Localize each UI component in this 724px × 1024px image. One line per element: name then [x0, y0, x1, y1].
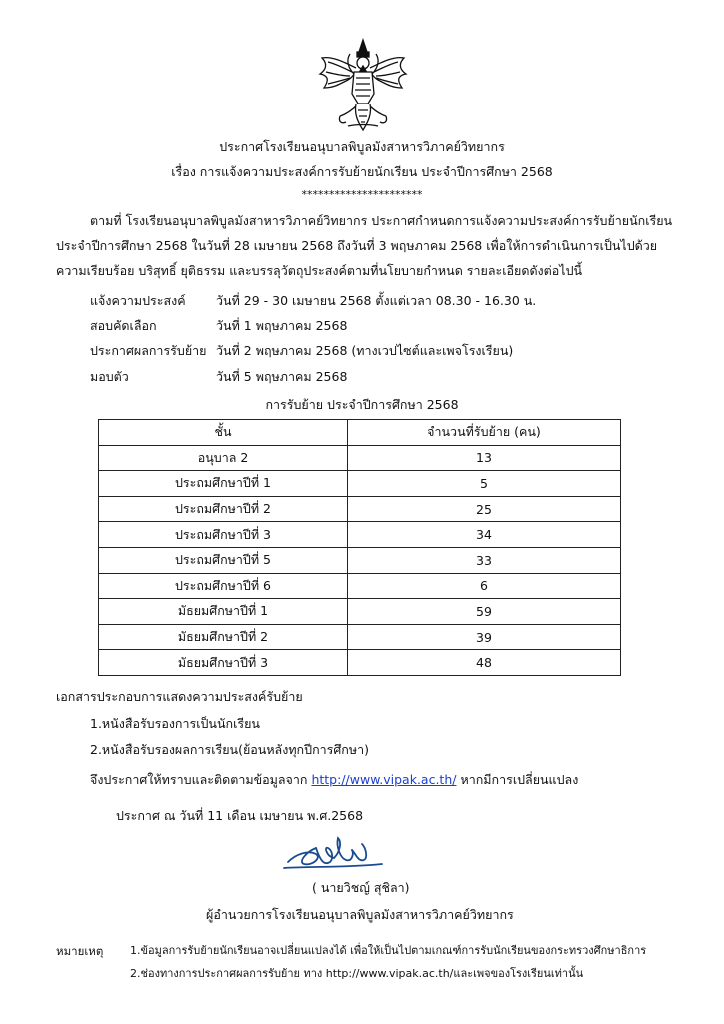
remarks-label: หมายเหตุ: [56, 944, 104, 958]
intro-line-3: ความเรียบร้อย บริสุทธิ์ ยุติธรรม และบรรลุวัตถุประสงค์ตามที่นโยบายกำหนด รายละเอียดดังต่อไปนี้: [56, 263, 583, 278]
school-website-link[interactable]: http://www.vipak.ac.th/: [311, 772, 457, 787]
document-item: 1.หนังสือรับรองการเป็นนักเรียน: [90, 716, 260, 731]
schedule-value-report: วันที่ 5 พฤษภาคม 2568: [216, 369, 348, 384]
cell-count: 33: [348, 547, 621, 573]
remark-item: 2.ช่องทางการประกาศผลการรับย้าย ทาง http://www.vipak.ac.th/และเพจของโรงเรียนเท่านั้น: [130, 967, 584, 980]
header-grade: ชั้น: [99, 420, 348, 446]
intro-line-1: ตามที่ โรงเรียนอนุบาลพิบูลมังสาหารวิภาคย์วิทยากร ประกาศกำหนดการแจ้งความประสงค์การรับย้ายนักเรียน: [90, 213, 673, 228]
table-row: [99, 522, 621, 548]
transfer-quota-table: [98, 419, 621, 676]
table-caption: การรับย้าย ประจำปีการศึกษา 2568: [265, 397, 459, 412]
announcement-title: ประกาศโรงเรียนอนุบาลพิบูลมังสาหารวิภาคย์วิทยากร: [219, 139, 505, 154]
cell-grade: มัธยมศึกษาปีที่ 2: [99, 624, 348, 650]
intro-line-2: ประจำปีการศึกษา 2568 ในวันที่ 28 เมษายน 2568 ถึงวันที่ 3 พฤษภาคม 2568 เพื่อให้การดำเนินการเป็นไปด้วย: [56, 238, 658, 253]
documents-heading: เอกสารประกอบการแสดงความประสงค์รับย้าย: [56, 689, 303, 704]
table-row: [99, 599, 621, 625]
cell-count: 13: [348, 445, 621, 471]
cell-grade: มัธยมศึกษาปีที่ 3: [99, 650, 348, 676]
schedule-label-result: ประกาศผลการรับย้าย: [90, 343, 207, 358]
table-row: [99, 471, 621, 497]
cell-count: 48: [348, 650, 621, 676]
remark-item: 1.ข้อมูลการรับย้ายนักเรียนอาจเปลี่ยนแปลงได้ เพื่อให้เป็นไปตามเกณฑ์การรับนักเรียนของกระทรวงศึกษาธิการ: [130, 944, 647, 957]
table-row: [99, 445, 621, 471]
header-count: จำนวนที่รับย้าย (คน): [348, 420, 621, 446]
cell-grade: ประถมศึกษาปีที่ 1: [99, 471, 348, 497]
cell-grade: ประถมศึกษาปีที่ 2: [99, 496, 348, 522]
cell-count: 34: [348, 522, 621, 548]
table-row: [99, 496, 621, 522]
notice-prefix: จึงประกาศให้ทราบและติดตามข้อมูลจาก: [90, 772, 308, 787]
cell-count: 59: [348, 599, 621, 625]
cell-grade: ประถมศึกษาปีที่ 5: [99, 547, 348, 573]
table-row: [99, 573, 621, 599]
notice-suffix: หากมีการเปลี่ยนแปลง: [460, 772, 579, 787]
document-item: 2.หนังสือรับรองผลการเรียน(ย้อนหลังทุกปีการศึกษา): [90, 742, 370, 757]
table-row: [99, 650, 621, 676]
handwritten-signature-icon: [282, 832, 392, 876]
cell-grade: อนุบาล 2: [99, 445, 348, 471]
schedule-label-register: แจ้งความประสงค์: [90, 293, 186, 308]
garuda-emblem-icon: [318, 38, 408, 134]
cell-count: 25: [348, 496, 621, 522]
schedule-label-report: มอบตัว: [90, 369, 129, 384]
schedule-value-exam: วันที่ 1 พฤษภาคม 2568: [216, 318, 348, 333]
announcement-subject: เรื่อง การแจ้งความประสงค์การรับย้ายนักเรียน ประจำปีการศึกษา 2568: [171, 164, 553, 179]
schedule-value-register: วันที่ 29 - 30 เมษายน 2568 ตั้งแต่เวลา 08.30 - 16.30 น.: [216, 293, 537, 308]
notice-line: [90, 772, 578, 788]
signatory-position: ผู้อำนวยการโรงเรียนอนุบาลพิบูลมังสาหารวิภาคย์วิทยากร: [206, 907, 514, 922]
cell-grade: มัธยมศึกษาปีที่ 1: [99, 599, 348, 625]
cell-grade: ประถมศึกษาปีที่ 6: [99, 573, 348, 599]
separator-line: **********************: [301, 188, 423, 201]
signatory-name: ( นายวิชญ์ สุชิลา): [312, 880, 410, 895]
announcement-date: ประกาศ ณ วันที่ 11 เดือน เมษายน พ.ศ.2568: [116, 808, 364, 823]
schedule-label-exam: สอบคัดเลือก: [90, 318, 157, 333]
table-row: [99, 547, 621, 573]
cell-count: 39: [348, 624, 621, 650]
cell-grade: ประถมศึกษาปีที่ 3: [99, 522, 348, 548]
cell-count: 5: [348, 471, 621, 497]
schedule-value-result: วันที่ 2 พฤษภาคม 2568 (ทางเวปไซต์และเพจโรงเรียน): [216, 343, 514, 358]
cell-count: 6: [348, 573, 621, 599]
table-header-row: [99, 420, 621, 446]
table-row: [99, 624, 621, 650]
